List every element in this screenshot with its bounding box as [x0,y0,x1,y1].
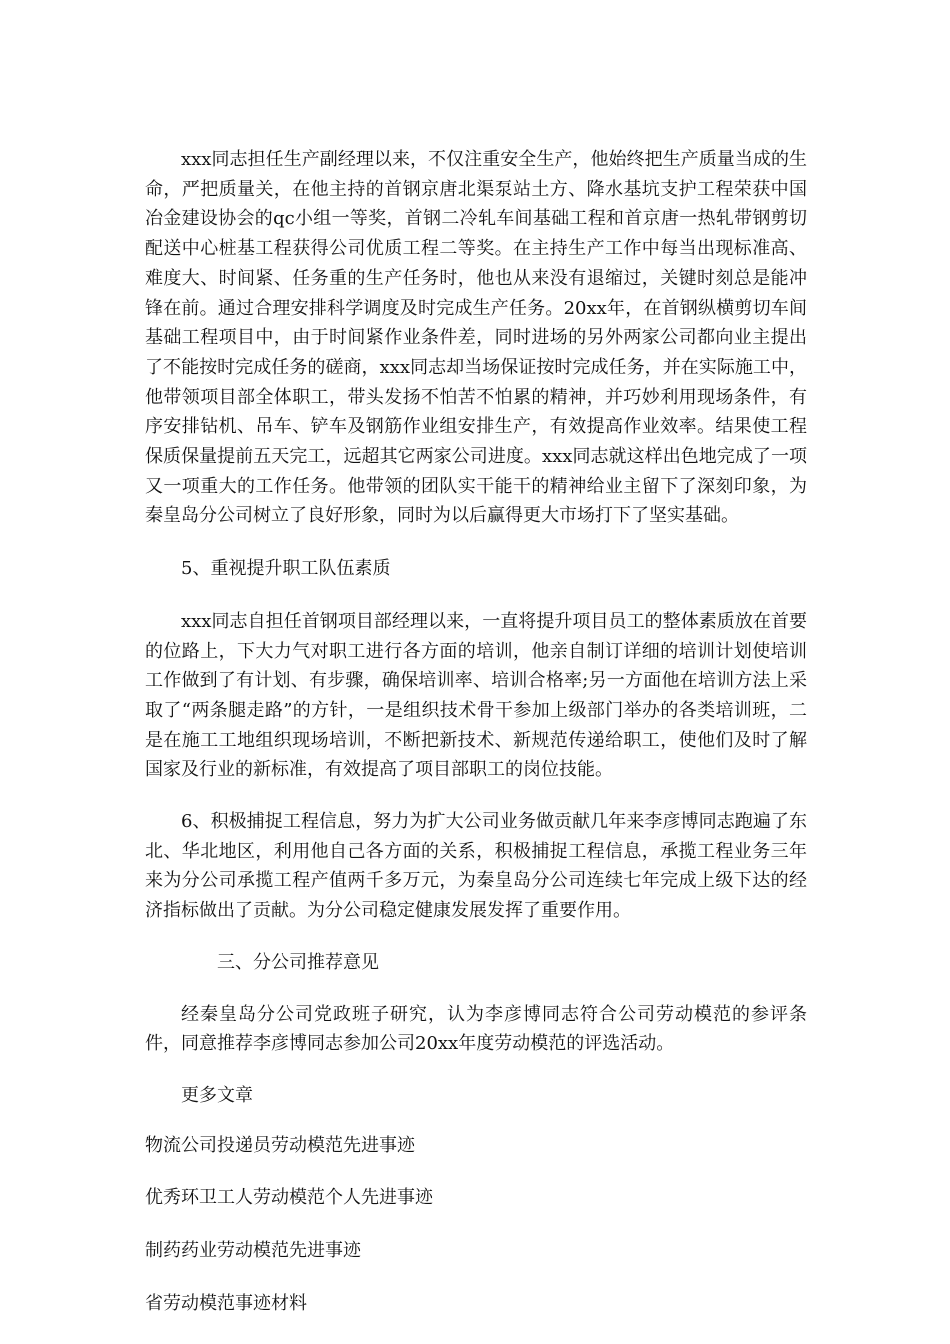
paragraph-project-info: 6、积极捕捉工程信息，努力为扩大公司业务做贡献几年来李彦博同志跑遍了东北、华北地区，利用他自己各方面的关系，积极捕捉工程信息，承揽工程业务三年来为分公司承揽工程产值两千多万元，为秦皇岛分公司连续七年完成上级下达的经济指标做出了贡献。为分公司稳定健康发展发挥了重要作用。 [145,811,807,922]
article-link[interactable]: 物流公司投递员劳动模范先进事迹 [145,1134,415,1156]
section-heading-3: 三、分公司推荐意见 [217,951,379,973]
section-heading-5: 5、重视提升职工队伍素质 [181,558,391,580]
article-link[interactable]: 制药药业劳动模范先进事迹 [145,1240,361,1262]
paragraph-recommendation: 经秦皇岛分公司党政班子研究，认为李彦博同志符合公司劳动模范的参评条件，同意推荐李彦博同志参加公司20xx年度劳动模范的评选活动。 [145,1003,807,1055]
paragraph-quality-management: xxx同志担任生产副经理以来，不仅注重安全生产，他始终把生产质量当成的生命，严把质量关，在他主持的首钢京唐北渠泵站土方、降水基坑支护工程荣获中国冶金建设协会的qc小组一等奖，首钢二冷轧车间基础工程和首京唐一热轧带钢剪切配送中心桩基工程获得公司优质工程二等奖。在主持生产工作中每当出现标准高、难度大、时间紧、任务重的生产任务时，他也从来没有退缩过，关键时刻总是能冲锋在前。通过合理安排科学调度及时完成生产任务。20xx年，在首钢纵横剪切车间基础工程项目中，由于时间紧作业条件差，同时进场的另外两家公司都向业主提出了不能按时完成任务的磋商，xxx同志却当场保证按时完成任务，并在实际施工中，他带领项目部全体职工，带头发扬不怕苦不怕累的精神，并巧妙利用现场条件，有序安排钻机、吊车、铲车及钢筋作业组安排生产，有效提高作业效率。结果使工程保质保量提前五天完工，远超其它两家公司进度。xxx同志就这样出色地完成了一项又一项重大的工作任务。他带领的团队实干能干的精神给业主留下了深刻印象，为秦皇岛分公司树立了良好形象，同时为以后赢得更大市场打下了坚实基础。 [145,149,807,527]
more-articles-list [145,1131,807,1319]
paragraph-staff-training: xxx同志自担任首钢项目部经理以来，一直将提升项目员工的整体素质放在首要的位路上，下大力气对职工进行各方面的培训，他亲自制订详细的培训计划使培训工作做到了有计划、有步骤，确保培训率、培训合格率;另一方面他在培训方法上采取了“两条腿走路”的方针，一是组织技术骨干参加上级部门举办的各类培训班，二是在施工工地组织现场培训，不断把新技术、新规范传递给职工，使他们及时了解国家及行业的新标准，有效提高了项目部职工的岗位技能。 [145,610,807,781]
document-page [145,145,807,1325]
more-articles-label: 更多文章 [181,1084,253,1106]
article-link[interactable]: 优秀环卫工人劳动模范个人先进事迹 [145,1187,433,1209]
article-link[interactable]: 省劳动模范事迹材料 [145,1292,307,1314]
